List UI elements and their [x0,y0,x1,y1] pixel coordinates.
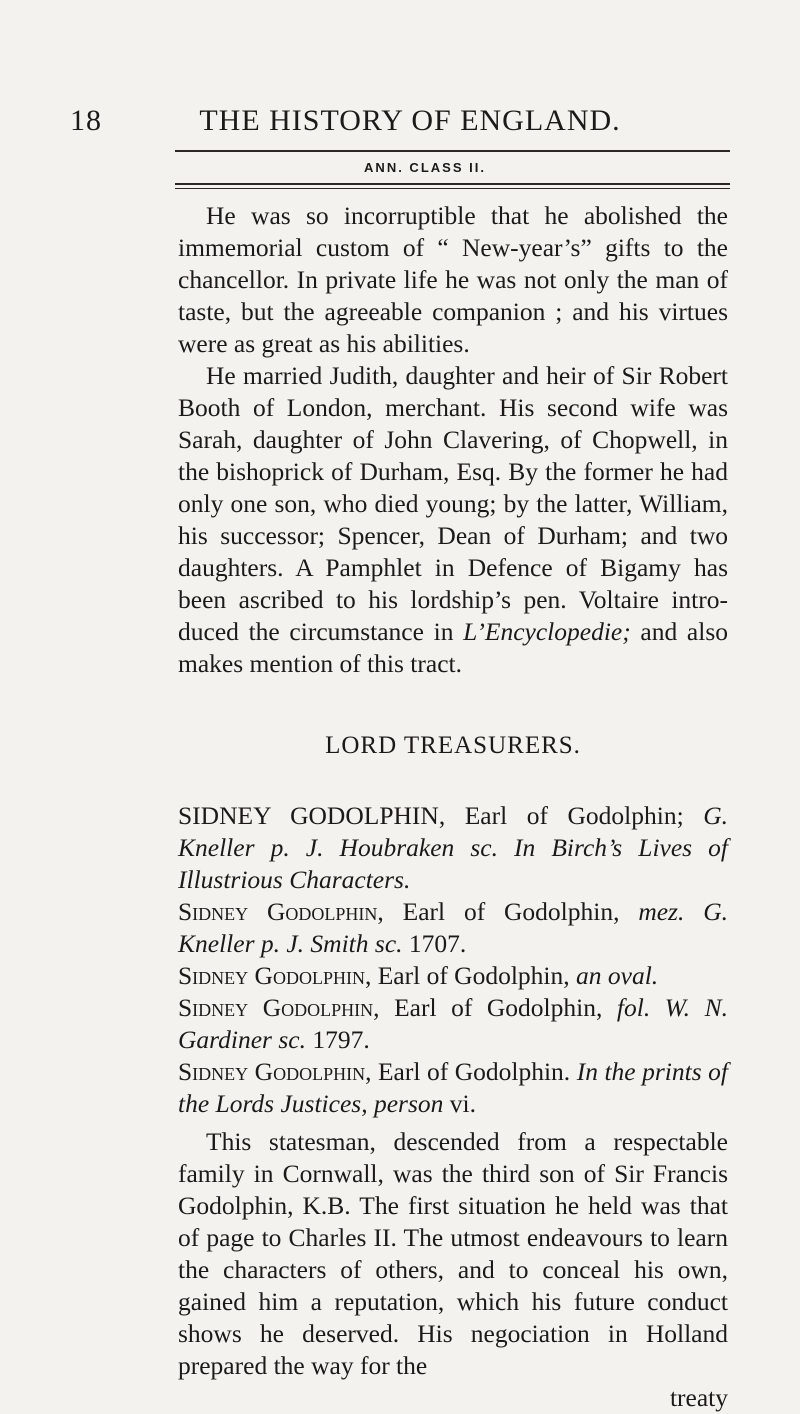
portrait-entry-1 [178,800,728,896]
page-number: 18 [70,104,102,137]
section-title: LORD TREASURERS. [325,732,581,759]
portrait-name: Sidney Godolphin, [178,961,372,990]
portrait-entry-3 [178,960,728,992]
paragraph-marriage-end: and also makes mention of this tract. [178,617,728,678]
portrait-year: 1707. [402,929,467,958]
paragraph-marriage [178,360,728,680]
portrait-title: Earl of Godolphin. [371,1057,577,1086]
portrait-year: vi. [443,1089,476,1118]
header-rule-bottom [175,183,730,185]
portrait-title: Earl of Godolphin, [379,993,617,1022]
portrait-title: Earl of Godolphin, [383,897,639,926]
class-heading: ANN. CLASS II. [364,160,486,175]
portrait-title: Earl of Godolphin; [445,801,704,830]
portrait-name: Sidney Godolphin, [178,993,380,1022]
portrait-year: 1797. [305,1025,370,1054]
catchword: treaty [669,1383,728,1412]
portrait-entry-5 [178,1056,728,1120]
running-title: THE HISTORY OF ENGLAND. [199,104,621,137]
paragraph-marriage-text: He married Judith, daughter and heir of Sir Robert Booth of London, merchant. His second wife was Sarah, daughter of John Clavering, of Chopwell, in the bishoprick of Durham, Esq. By the former he had only one son, who died young; by the latter, William, his successor; Spencer, Dean of Durham; and two daughters. A Pamphlet in Defence of Bigamy has been ascribed to his lordship’s pen. Voltaire introduced the circumstance in [178,361,728,646]
encyclopedie-title: L’Encyclopedie; [463,617,631,646]
portrait-name: SIDNEY GODOLPHIN, [178,801,446,830]
portrait-source: mez. G. Kneller p. J. Smith sc. [178,897,728,958]
header-rule-bottom-thin [175,188,730,189]
body-text [178,200,728,1414]
portrait-source: an oval. [576,961,659,990]
paragraph-incorruptible: He was so incorruptible that he abolished the immemorial custom of “ New-year’s” gifts to the chancellor. In private life he was not only the man of taste, but the agreeable companion ; and his virtues were as great as his abilities. [178,201,728,358]
portrait-source: fol. W. N. Gardiner sc. [178,993,728,1054]
portrait-name: Sidney Godolphin, [178,897,384,926]
paragraph-statesman: This statesman, descended from a respectable family in Cornwall, was the third son of Sir Francis Godolphin, K.B. The first situation he held was that of page to Charles II. The utmost endeavours to learn the characters of others, and to conceal his own, gained him a reputation, which his future conduct shows he deserved. His negociation in Holland prepared the way for the [178,1127,728,1380]
portrait-entry-4 [178,992,728,1056]
portrait-source: In the prints of the Lords Justices, person [178,1057,728,1118]
portrait-title: Earl of Godolphin, [371,961,577,990]
portrait-entry-2 [178,896,728,960]
portrait-name: Sidney Godolphin, [178,1057,372,1086]
portrait-source: G. Kneller p. J. Houbraken sc. In Birch’s Lives of Illustrious Characters. [178,801,728,894]
header-rule-top [175,150,730,152]
